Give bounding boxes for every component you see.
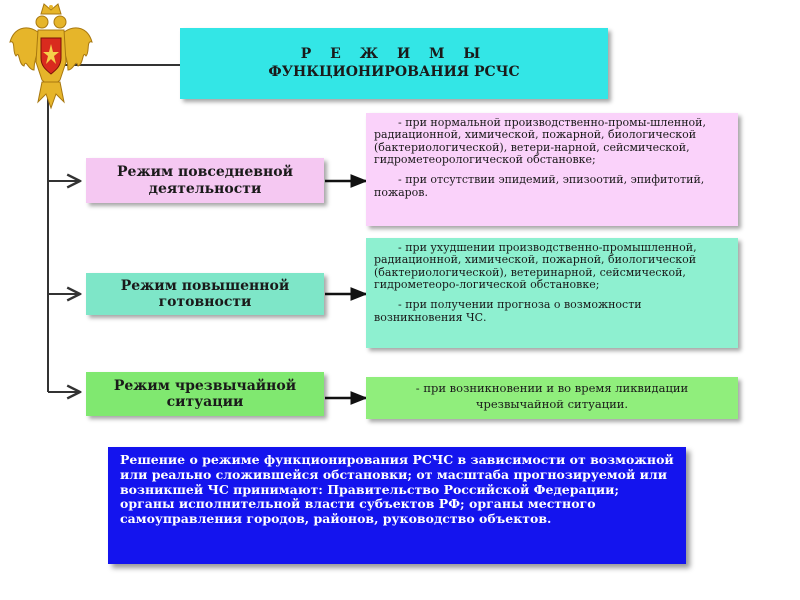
mode-everyday [86,158,324,203]
mode-high-readiness [86,273,324,315]
mode-emergency-label: Режим чрезвычайной ситуации [113,377,297,410]
title-box [180,28,608,99]
mode-everyday-label: Режим повседневной деятельности [117,164,293,197]
mode-high-readiness-conditions [366,238,738,348]
mode-everyday-conditions [366,113,738,226]
mode-high-readiness-condition-1: - при ухудшении производственно-промышленной, радиационной, химической, пожарной, биологической (бактериологической), ветеринарной, сейсмической, гидрометеоро-логической обстановке; [374,241,697,291]
mode-emergency-condition-1: - при возникновении и во время ликвидации чрезвычайной ситуации. [415,381,689,411]
decision-text: Решение о режиме функционирования РСЧС в зависимости от возможной или реально сложившейся обстановки; от масштаба прогнозируемой или возникшей ЧС принимают: Правительство Российской Федерации; органы исполнительной власти субъектов РФ; органы местного самоуправления городов, районов, руководство объектов. [120,452,674,526]
mode-everyday-condition-1: - при нормальной производственно-промы-шленной, радиационной, химической, пожарной, биологической (бактериологической), ветери-нарной, сейсмической, гидрометеорологической обстановке; [374,116,707,166]
mode-emergency [86,372,324,416]
title-line1: Р Е Ж И М Ы [300,46,488,62]
decision-box [108,447,686,564]
mode-emergency-conditions [366,377,738,419]
title-line2: ФУНКЦИОНИРОВАНИЯ РСЧС [268,63,520,80]
mode-everyday-condition-2: - при отсутствии эпидемий, эпизоотий, эпифитотий, пожаров. [374,173,705,199]
mode-high-readiness-label: Режим повышенной готовности [120,277,290,310]
emchs-emblem [8,2,94,114]
mode-high-readiness-condition-2: - при получении прогноза о возможности возникновения ЧС. [374,298,642,324]
